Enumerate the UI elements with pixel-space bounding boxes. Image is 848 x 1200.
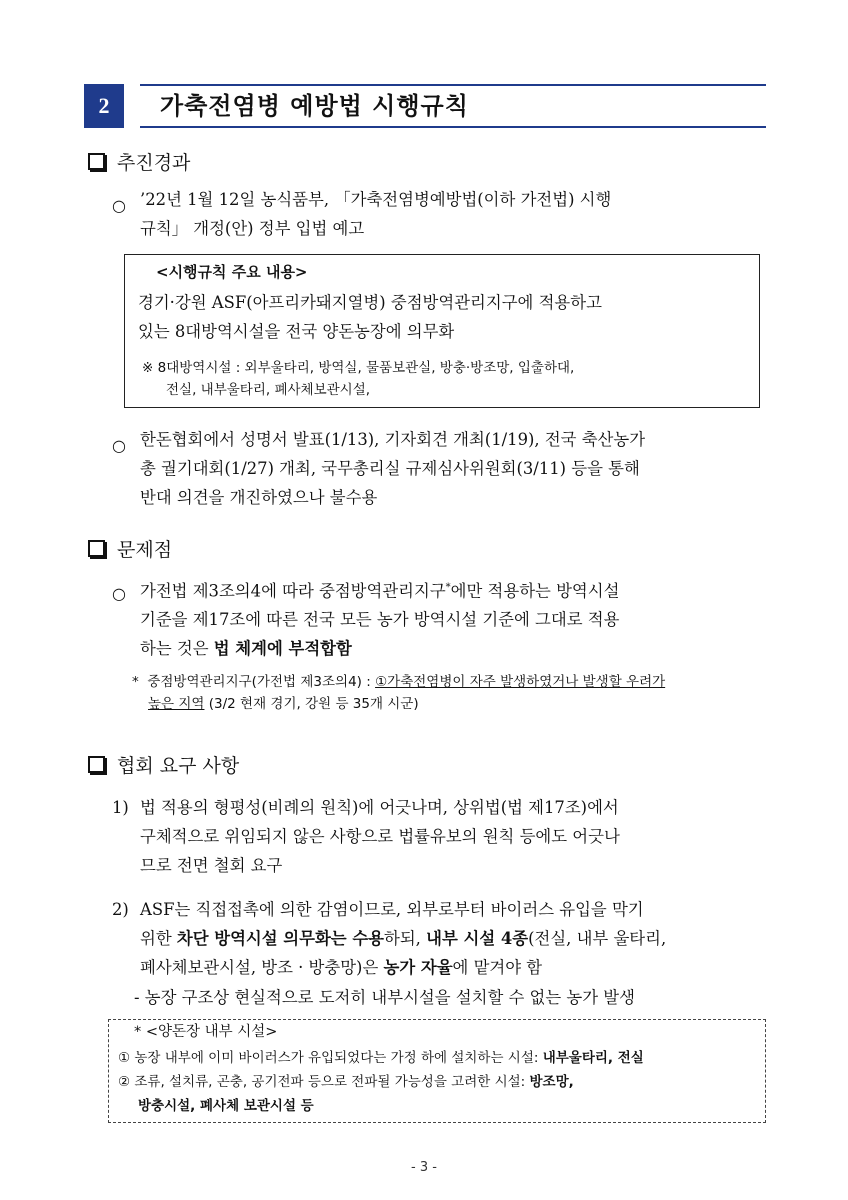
section-heading-requests: [88, 753, 239, 779]
circle-bullet-icon: ○: [112, 196, 126, 215]
paragraph: 법 적용의 형평성(비례의 원칙)에 어긋나며, 상위법(법 제17조)에서 구체적으로 위임되지 않은 사항으로 법률유보의 원칙 등에도 어긋나 므로 전면 철회 요구: [140, 798, 620, 875]
paragraph: ASF는 직접접촉에 의한 감염이므로, 외부로부터 바이러스 유입을 막기 위한 차단 방역시설 의무화는 수용하되, 내부 시설 4종(전실, 내부 울타리, 폐사체보관시설, 방조 · 방충망)은 농가 자율에 맡겨야 함: [140, 900, 667, 977]
header-rule-top: [140, 84, 766, 86]
paragraph: 한돈협회에서 성명서 발표(1/13), 기자회견 개최(1/19), 전국 축산농가 총 궐기대회(1/27) 개최, 국무총리실 규제심사위원회(3/11) 등을 통해 반대 의견을 개진하였으나 불수용: [140, 430, 646, 507]
list-number: 1): [112, 798, 129, 817]
checkbox-square-icon: [88, 153, 105, 170]
box-body: ① 농장 내부에 이미 바이러스가 유입되었다는 가정 하에 설치하는 시설: 내부울타리, 전실 ② 조류, 설치류, 곤충, 공기전파 등으로 전파될 가능성을 고려한 시설: 방조망, 방충시설, 폐사체 보관시설 등: [118, 1050, 644, 1114]
box-title: * <양돈장 내부 시설>: [134, 1024, 278, 1040]
checkbox-square-icon: [88, 540, 105, 557]
circle-bullet-icon: ○: [112, 584, 126, 603]
box-body: 경기·강원 ASF(아프리카돼지열병) 중점방역관리지구에 적용하고 있는 8대방역시설을 전국 양돈농장에 의무화: [138, 293, 602, 341]
header-rule-bottom: [140, 126, 766, 128]
sub-item: - 농장 구조상 현실적으로 도저히 내부시설을 설치할 수 없는 농가 발생: [134, 988, 635, 1007]
section-title: 추진경과: [117, 152, 191, 174]
page-number: - 3 -: [411, 1160, 437, 1175]
section-heading-problems: [88, 537, 172, 563]
section-number-badge: 2: [84, 84, 124, 128]
section-title: 협회 요구 사항: [117, 755, 240, 777]
paragraph: ’22년 1월 12일 농식품부, 「가축전염병예방법(이하 가전법) 시행 규칙」 개정(안) 정부 입법 예고: [140, 190, 612, 238]
box-note: ※ 8대방역시설 : 외부울타리, 방역실, 물품보관실, 방충·방조망, 입출하대, 전실, 내부울타리, 폐사체보관시설,: [142, 360, 575, 398]
list-number: 2): [112, 900, 129, 919]
footnote: * 중점방역관리지구(가전법 제3조의4) : ①가축전염병이 자주 발생하였거나 발생할 우려가 높은 지역 (3/2 현재 경기, 강원 등 35개 시군): [132, 674, 666, 712]
section-title: 문제점: [117, 539, 173, 561]
circle-bullet-icon: ○: [112, 436, 126, 455]
section-heading-progress: [88, 150, 190, 176]
page-title: 가축전염병 예방법 시행규칙: [160, 92, 469, 120]
box-title: <시행규칙 주요 내용>: [156, 263, 308, 281]
checkbox-square-icon: [88, 756, 105, 773]
paragraph: 가전법 제3조의4에 따라 중점방역관리지구*에만 적용하는 방역시설 기준을 제17조에 따른 전국 모든 농가 방역시설 기준에 그대로 적용 하는 것은 법 체계에 부적합함: [140, 581, 620, 659]
